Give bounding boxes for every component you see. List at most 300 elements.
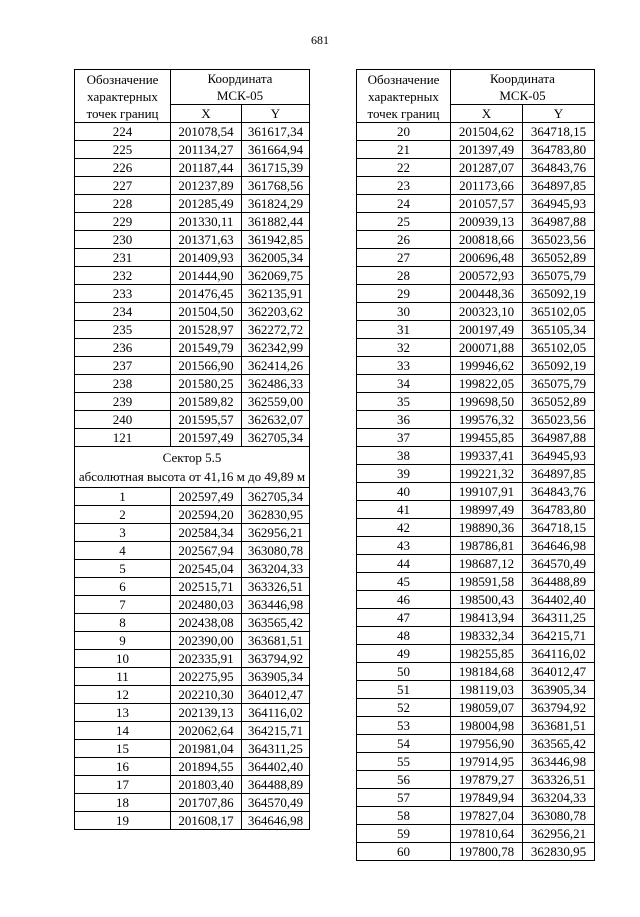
table-row [357, 843, 595, 861]
point-number: 20 [357, 123, 451, 141]
coord-y: 365075,79 [523, 375, 595, 393]
coord-y: 365023,56 [523, 231, 595, 249]
coord-y: 363681,51 [242, 632, 310, 650]
table-row [75, 488, 310, 506]
table-row [357, 429, 595, 447]
table-row [357, 771, 595, 789]
table-row [357, 267, 595, 285]
point-number: 41 [357, 501, 451, 519]
coord-x: 201504,62 [451, 123, 523, 141]
point-number: 46 [357, 591, 451, 609]
point-number: 121 [75, 429, 171, 447]
coord-x: 200939,13 [451, 213, 523, 231]
table-row [75, 213, 310, 231]
coord-x: 202584,34 [171, 524, 242, 542]
coord-y: 361882,44 [242, 213, 310, 231]
table-row [357, 807, 595, 825]
coord-x: 197956,90 [451, 735, 523, 753]
coord-y: 364402,40 [242, 758, 310, 776]
coordinates-table-left [74, 69, 310, 830]
table-row [357, 753, 595, 771]
coord-x: 197800,78 [451, 843, 523, 861]
table-row [75, 758, 310, 776]
table-row [357, 789, 595, 807]
point-number: 28 [357, 267, 451, 285]
coord-y: 364570,49 [523, 555, 595, 573]
coord-y: 364718,15 [523, 519, 595, 537]
header-system: МСК-05 [451, 87, 595, 105]
point-number: 233 [75, 285, 171, 303]
coord-y: 362272,72 [242, 321, 310, 339]
coord-x: 201057,57 [451, 195, 523, 213]
table-row [75, 339, 310, 357]
point-number: 35 [357, 393, 451, 411]
point-number: 59 [357, 825, 451, 843]
coord-x: 201981,04 [171, 740, 242, 758]
coord-y: 364215,71 [523, 627, 595, 645]
coord-x: 202567,94 [171, 542, 242, 560]
coord-x: 201589,82 [171, 393, 242, 411]
coord-x: 201803,40 [171, 776, 242, 794]
header-system: МСК-05 [171, 87, 310, 105]
point-number: 45 [357, 573, 451, 591]
coord-y: 364843,76 [523, 483, 595, 501]
coord-y: 363326,51 [242, 578, 310, 596]
coord-y: 365092,19 [523, 357, 595, 375]
table-row [75, 375, 310, 393]
point-number: 31 [357, 321, 451, 339]
point-number: 2 [75, 506, 171, 524]
table-row [357, 609, 595, 627]
coord-x: 198255,85 [451, 645, 523, 663]
point-number: 226 [75, 159, 171, 177]
coord-y: 363905,34 [242, 668, 310, 686]
coord-y: 364646,98 [242, 812, 310, 830]
point-number: 11 [75, 668, 171, 686]
coord-y: 363446,98 [242, 596, 310, 614]
point-number: 30 [357, 303, 451, 321]
coord-y: 364116,02 [523, 645, 595, 663]
point-number: 57 [357, 789, 451, 807]
point-number: 5 [75, 560, 171, 578]
coord-y: 361768,56 [242, 177, 310, 195]
table-row [357, 159, 595, 177]
coord-x: 202438,08 [171, 614, 242, 632]
table-row [75, 578, 310, 596]
coord-y: 364783,80 [523, 501, 595, 519]
coord-x: 201597,49 [171, 429, 242, 447]
table-row [357, 717, 595, 735]
header-coordinate: Координата [171, 70, 310, 88]
point-number: 15 [75, 740, 171, 758]
point-number: 25 [357, 213, 451, 231]
table-row [75, 393, 310, 411]
point-number: 231 [75, 249, 171, 267]
point-number: 17 [75, 776, 171, 794]
coord-y: 361824,29 [242, 195, 310, 213]
table-row [75, 542, 310, 560]
coordinates-table-right [356, 69, 595, 861]
coord-y: 362830,95 [523, 843, 595, 861]
table-row [75, 141, 310, 159]
coord-y: 364945,93 [523, 195, 595, 213]
table-row [357, 591, 595, 609]
coord-x: 198119,03 [451, 681, 523, 699]
table-row [357, 519, 595, 537]
header-designation: Обозначение характерных точек границ [357, 70, 451, 123]
coord-x: 201237,89 [171, 177, 242, 195]
point-number: 7 [75, 596, 171, 614]
coord-x: 199337,41 [451, 447, 523, 465]
point-number: 3 [75, 524, 171, 542]
table-row [357, 213, 595, 231]
coord-y: 361617,34 [242, 123, 310, 141]
coord-y: 363326,51 [523, 771, 595, 789]
table-row [75, 614, 310, 632]
table-row [357, 141, 595, 159]
coord-x: 201528,97 [171, 321, 242, 339]
coord-x: 199946,62 [451, 357, 523, 375]
coord-y: 363446,98 [523, 753, 595, 771]
coord-x: 201409,93 [171, 249, 242, 267]
point-number: 24 [357, 195, 451, 213]
point-number: 50 [357, 663, 451, 681]
coord-x: 202545,04 [171, 560, 242, 578]
coord-y: 364570,49 [242, 794, 310, 812]
table-row [357, 393, 595, 411]
coord-y: 362414,26 [242, 357, 310, 375]
header-y: Y [523, 105, 595, 123]
header-coordinate: Координата [451, 70, 595, 88]
point-number: 10 [75, 650, 171, 668]
table-row [75, 177, 310, 195]
table-row [357, 195, 595, 213]
table-row [75, 321, 310, 339]
point-number: 36 [357, 411, 451, 429]
point-number: 224 [75, 123, 171, 141]
coord-x: 200448,36 [451, 285, 523, 303]
coord-y: 363794,92 [523, 699, 595, 717]
coord-x: 199822,05 [451, 375, 523, 393]
coord-x: 198591,58 [451, 573, 523, 591]
point-number: 21 [357, 141, 451, 159]
coord-y: 364783,80 [523, 141, 595, 159]
point-number: 239 [75, 393, 171, 411]
coord-x: 197879,27 [451, 771, 523, 789]
coord-y: 363565,42 [242, 614, 310, 632]
table-row [75, 231, 310, 249]
coord-y: 364012,47 [242, 686, 310, 704]
coord-y: 363905,34 [523, 681, 595, 699]
point-number: 232 [75, 267, 171, 285]
table-row [357, 465, 595, 483]
point-number: 53 [357, 717, 451, 735]
table-row [75, 524, 310, 542]
point-number: 33 [357, 357, 451, 375]
point-number: 19 [75, 812, 171, 830]
table-row [75, 704, 310, 722]
coord-x: 199221,32 [451, 465, 523, 483]
point-number: 18 [75, 794, 171, 812]
coord-x: 197810,64 [451, 825, 523, 843]
coord-x: 200572,93 [451, 267, 523, 285]
point-number: 229 [75, 213, 171, 231]
table-row [357, 339, 595, 357]
point-number: 234 [75, 303, 171, 321]
coord-y: 362005,34 [242, 249, 310, 267]
table-row [75, 411, 310, 429]
point-number: 228 [75, 195, 171, 213]
coord-y: 364488,89 [523, 573, 595, 591]
coord-x: 201894,55 [171, 758, 242, 776]
point-number: 237 [75, 357, 171, 375]
coord-x: 199576,32 [451, 411, 523, 429]
coord-x: 197827,04 [451, 807, 523, 825]
table-row [75, 668, 310, 686]
table-row [75, 159, 310, 177]
table-row [75, 686, 310, 704]
coord-x: 198997,49 [451, 501, 523, 519]
point-number: 227 [75, 177, 171, 195]
coord-y: 364945,93 [523, 447, 595, 465]
coord-x: 198890,36 [451, 519, 523, 537]
coord-y: 361664,94 [242, 141, 310, 159]
coord-x: 202139,13 [171, 704, 242, 722]
table-row [75, 722, 310, 740]
coord-x: 201287,07 [451, 159, 523, 177]
coord-y: 364488,89 [242, 776, 310, 794]
coord-x: 202390,00 [171, 632, 242, 650]
coord-y: 364311,25 [523, 609, 595, 627]
coord-x: 200696,48 [451, 249, 523, 267]
coord-x: 201173,66 [451, 177, 523, 195]
coord-y: 365052,89 [523, 393, 595, 411]
coord-y: 362956,21 [242, 524, 310, 542]
coord-y: 364987,88 [523, 429, 595, 447]
point-number: 9 [75, 632, 171, 650]
point-number: 60 [357, 843, 451, 861]
coord-y: 364897,85 [523, 177, 595, 195]
table-row [357, 447, 595, 465]
table-row [357, 627, 595, 645]
coord-x: 201330,11 [171, 213, 242, 231]
table-row [75, 267, 310, 285]
point-number: 32 [357, 339, 451, 357]
point-number: 51 [357, 681, 451, 699]
coord-x: 199455,85 [451, 429, 523, 447]
coord-y: 364718,15 [523, 123, 595, 141]
coord-x: 201371,63 [171, 231, 242, 249]
coord-x: 202594,20 [171, 506, 242, 524]
coord-x: 201707,86 [171, 794, 242, 812]
coord-y: 362705,34 [242, 429, 310, 447]
point-number: 26 [357, 231, 451, 249]
point-number: 39 [357, 465, 451, 483]
coord-y: 364897,85 [523, 465, 595, 483]
coord-x: 201566,90 [171, 357, 242, 375]
coord-y: 363204,33 [242, 560, 310, 578]
point-number: 1 [75, 488, 171, 506]
table-row [357, 411, 595, 429]
point-number: 55 [357, 753, 451, 771]
point-number: 4 [75, 542, 171, 560]
table-row [357, 249, 595, 267]
table-row [357, 573, 595, 591]
coord-x: 200323,10 [451, 303, 523, 321]
table-row [75, 303, 310, 321]
coord-y: 365102,05 [523, 339, 595, 357]
header-x: X [171, 105, 242, 123]
coord-x: 199107,91 [451, 483, 523, 501]
coord-x: 201549,79 [171, 339, 242, 357]
table-row [357, 357, 595, 375]
point-number: 37 [357, 429, 451, 447]
coord-x: 202480,03 [171, 596, 242, 614]
table-row [75, 650, 310, 668]
table-row [357, 231, 595, 249]
table-row [75, 776, 310, 794]
coord-x: 200071,88 [451, 339, 523, 357]
point-number: 43 [357, 537, 451, 555]
coord-x: 200197,49 [451, 321, 523, 339]
sector-description: абсолютная высота от 41,16 м до 49,89 м [78, 469, 306, 484]
point-number: 225 [75, 141, 171, 159]
coord-x: 200818,66 [451, 231, 523, 249]
table-row [75, 285, 310, 303]
coord-y: 363204,33 [523, 789, 595, 807]
table-row [357, 285, 595, 303]
coord-x: 201476,45 [171, 285, 242, 303]
coord-x: 201187,44 [171, 159, 242, 177]
point-number: 29 [357, 285, 451, 303]
point-number: 14 [75, 722, 171, 740]
coord-y: 364987,88 [523, 213, 595, 231]
point-number: 58 [357, 807, 451, 825]
coord-y: 364215,71 [242, 722, 310, 740]
sector-title: Сектор 5.5 [162, 450, 222, 465]
sector-caption [75, 447, 310, 488]
coord-y: 361942,85 [242, 231, 310, 249]
table-row [357, 375, 595, 393]
coord-x: 201608,17 [171, 812, 242, 830]
coord-x: 197914,95 [451, 753, 523, 771]
coord-y: 364012,47 [523, 663, 595, 681]
coord-y: 363794,92 [242, 650, 310, 668]
header-y: Y [242, 105, 310, 123]
point-number: 47 [357, 609, 451, 627]
header-x: X [451, 105, 523, 123]
coord-y: 362559,00 [242, 393, 310, 411]
coord-y: 362135,91 [242, 285, 310, 303]
coord-y: 364116,02 [242, 704, 310, 722]
point-number: 42 [357, 519, 451, 537]
coord-y: 363681,51 [523, 717, 595, 735]
coord-x: 201078,54 [171, 123, 242, 141]
coord-y: 365052,89 [523, 249, 595, 267]
point-number: 238 [75, 375, 171, 393]
coord-y: 362632,07 [242, 411, 310, 429]
coord-y: 361715,39 [242, 159, 310, 177]
table-row [357, 699, 595, 717]
coord-x: 197849,94 [451, 789, 523, 807]
coord-y: 362342,99 [242, 339, 310, 357]
coord-y: 363565,42 [523, 735, 595, 753]
coord-y: 362830,95 [242, 506, 310, 524]
coord-x: 201504,50 [171, 303, 242, 321]
point-number: 48 [357, 627, 451, 645]
coord-x: 202275,95 [171, 668, 242, 686]
point-number: 44 [357, 555, 451, 573]
coord-y: 362203,62 [242, 303, 310, 321]
point-number: 240 [75, 411, 171, 429]
point-number: 236 [75, 339, 171, 357]
point-number: 54 [357, 735, 451, 753]
coord-y: 364311,25 [242, 740, 310, 758]
coord-y: 364646,98 [523, 537, 595, 555]
point-number: 38 [357, 447, 451, 465]
table-row [357, 555, 595, 573]
point-number: 6 [75, 578, 171, 596]
coord-x: 199698,50 [451, 393, 523, 411]
coord-x: 202335,91 [171, 650, 242, 668]
table-row [75, 740, 310, 758]
table-row [357, 321, 595, 339]
table-row [357, 501, 595, 519]
page-number: 681 [311, 33, 329, 47]
table-row [357, 663, 595, 681]
point-number: 22 [357, 159, 451, 177]
table-row [357, 645, 595, 663]
table-row [75, 632, 310, 650]
coord-y: 363080,78 [523, 807, 595, 825]
table-row [75, 195, 310, 213]
point-number: 34 [357, 375, 451, 393]
coord-x: 201285,49 [171, 195, 242, 213]
coord-x: 198687,12 [451, 555, 523, 573]
table-row [357, 825, 595, 843]
table-row [75, 560, 310, 578]
coord-x: 198413,94 [451, 609, 523, 627]
point-number: 16 [75, 758, 171, 776]
point-number: 8 [75, 614, 171, 632]
coord-x: 198500,43 [451, 591, 523, 609]
point-number: 49 [357, 645, 451, 663]
coord-y: 365023,56 [523, 411, 595, 429]
coord-y: 364402,40 [523, 591, 595, 609]
table-row [75, 249, 310, 267]
point-number: 52 [357, 699, 451, 717]
table-row [75, 357, 310, 375]
coord-y: 362069,75 [242, 267, 310, 285]
point-number: 23 [357, 177, 451, 195]
coord-x: 198184,68 [451, 663, 523, 681]
coord-y: 365102,05 [523, 303, 595, 321]
table-row [357, 537, 595, 555]
coord-x: 201134,27 [171, 141, 242, 159]
table-row [75, 596, 310, 614]
coord-x: 201580,25 [171, 375, 242, 393]
table-row [357, 177, 595, 195]
coord-x: 201595,57 [171, 411, 242, 429]
coord-x: 198004,98 [451, 717, 523, 735]
coord-y: 362486,33 [242, 375, 310, 393]
coord-x: 202210,30 [171, 686, 242, 704]
point-number: 27 [357, 249, 451, 267]
table-row [357, 681, 595, 699]
coord-y: 365105,34 [523, 321, 595, 339]
table-row [357, 303, 595, 321]
coord-y: 365092,19 [523, 285, 595, 303]
